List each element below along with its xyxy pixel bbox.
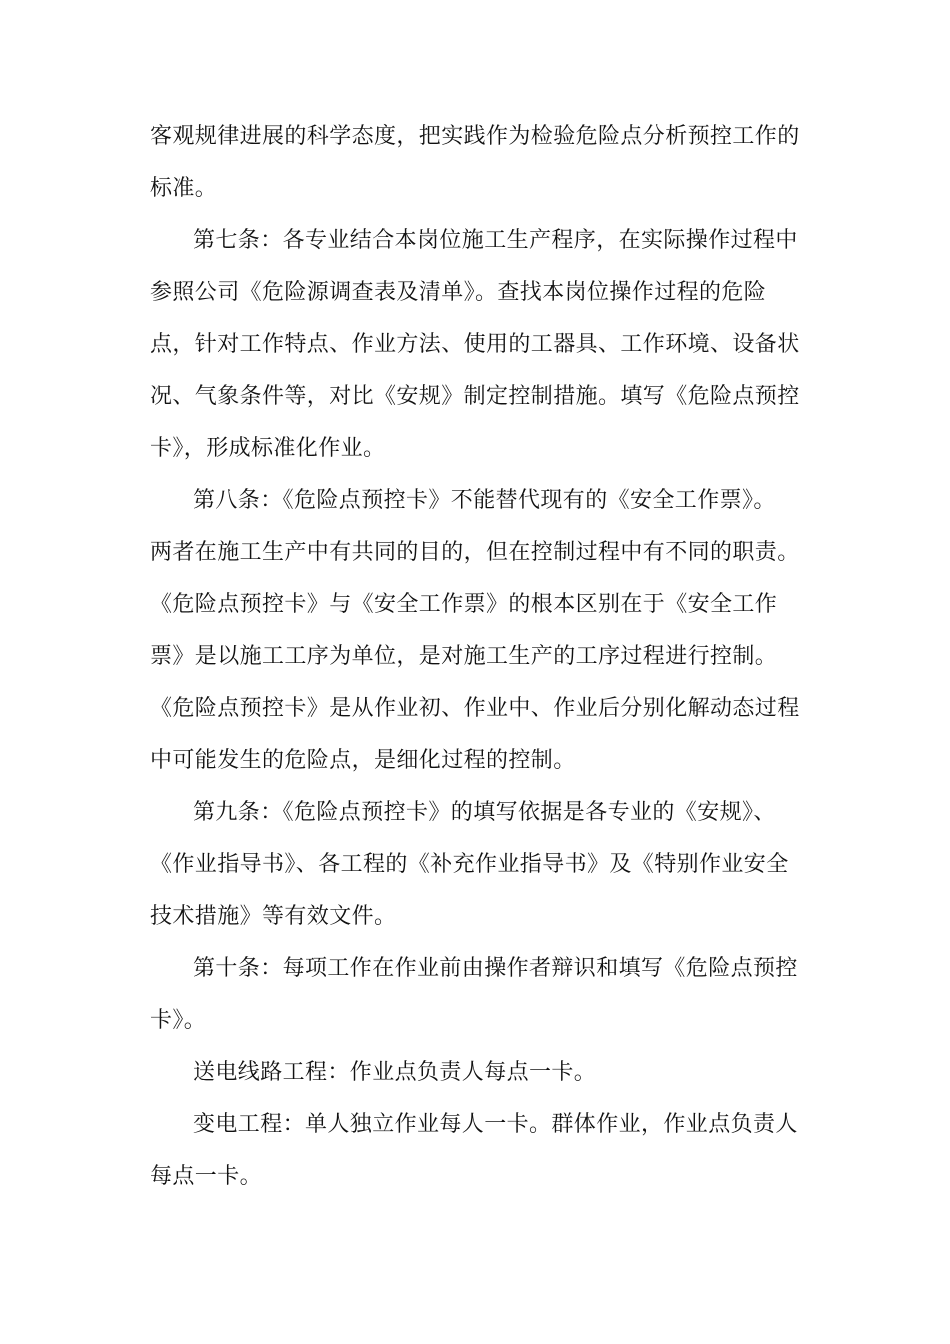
paragraph-line: 卡》。 <box>150 1008 207 1033</box>
article-10-line: 第十条：每项工作在作业前由操作者辩识和填写《危险点预控 <box>193 956 798 981</box>
paragraph-line: 标准。 <box>150 176 218 201</box>
paragraph-line: 《作业指导书》、各工程的《补充作业指导书》及《特别作业安全 <box>150 852 789 877</box>
transmission-line-rule: 送电线路工程：作业点负责人每点一卡。 <box>193 1060 597 1085</box>
article-9-line: 第九条：《危险点预控卡》的填写依据是各专业的《安规》、 <box>193 800 776 825</box>
paragraph-line: 每点一卡。 <box>150 1164 263 1189</box>
paragraph-line: 《危险点预控卡》是从作业初、作业中、作业后分别化解动态过程 <box>150 696 800 721</box>
paragraph-line: 卡》，形成标准化作业。 <box>150 436 386 461</box>
paragraph-line: 况、气象条件等，对比《安规》制定控制措施。填写《危险点预控 <box>150 384 800 409</box>
article-7-line: 第七条：各专业结合本岗位施工生产程序，在实际操作过程中 <box>193 228 798 253</box>
paragraph-line: 参照公司《危险源调查表及清单》。查找本岗位操作过程的危险 <box>150 280 767 305</box>
substation-rule: 变电工程：单人独立作业每人一卡。群体作业，作业点负责人 <box>193 1112 798 1137</box>
article-8-line: 第八条：《危险点预控卡》不能替代现有的《安全工作票》。 <box>193 488 776 513</box>
paragraph-line: 票》是以施工工序为单位，是对施工生产的工序过程进行控制。 <box>150 644 778 669</box>
paragraph-line: 两者在施工生产中有共同的目的，但在控制过程中有不同的职责。 <box>150 540 800 565</box>
paragraph-line: 点，针对工作特点、作业方法、使用的工器具、工作环境、设备状 <box>150 332 800 357</box>
paragraph-line: 《危险点预控卡》与《安全工作票》的根本区别在于《安全工作 <box>150 592 778 617</box>
paragraph-line: 中可能发生的危险点，是细化过程的控制。 <box>150 748 576 773</box>
paragraph-line: 技术措施》等有效文件。 <box>150 904 397 929</box>
paragraph-line: 客观规律进展的科学态度，把实践作为检验危险点分析预控工作的 <box>150 124 800 149</box>
